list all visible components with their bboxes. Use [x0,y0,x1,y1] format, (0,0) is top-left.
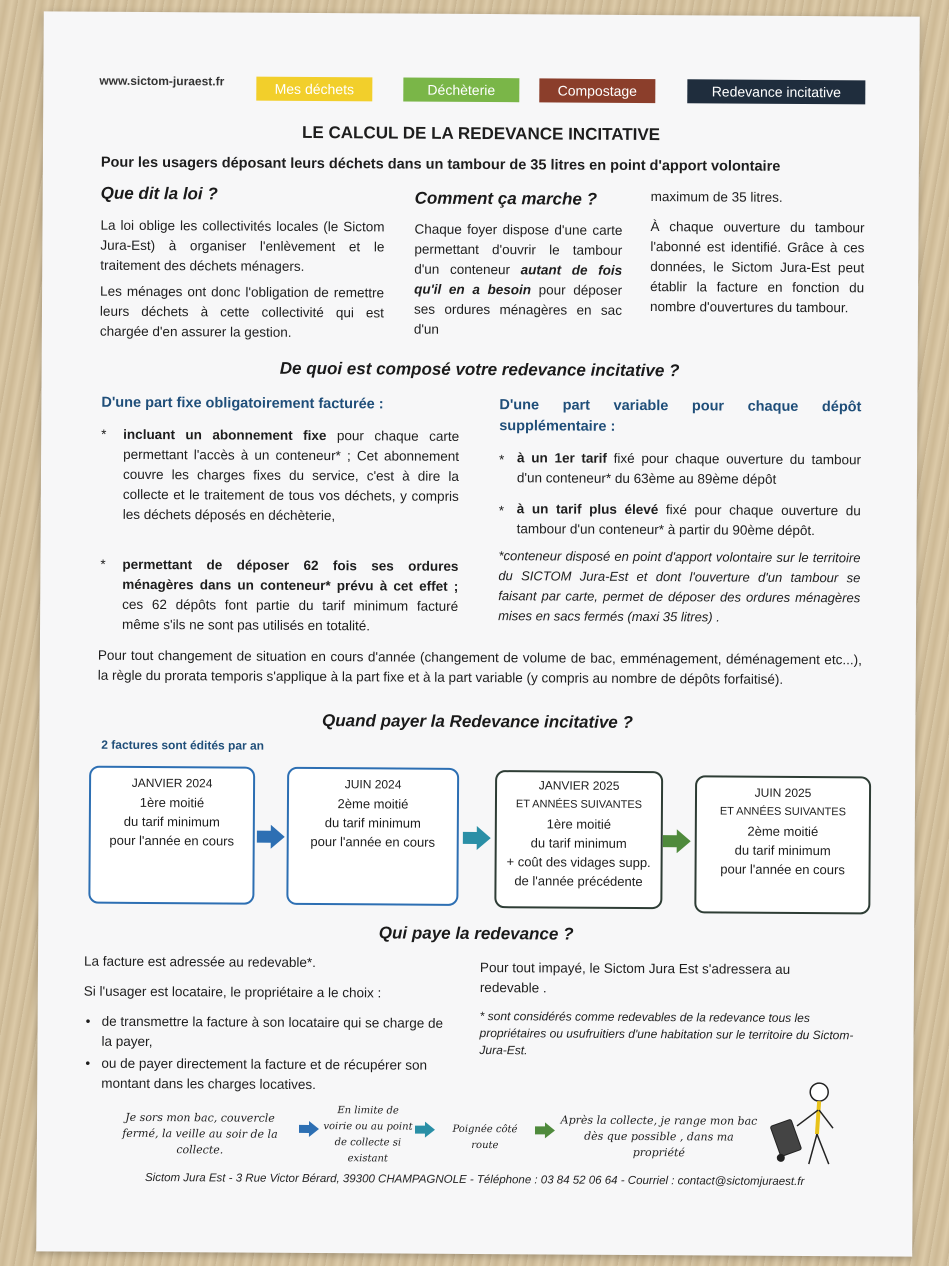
invoice-line: du tarif minimum [734,842,831,859]
marche-heading: Comment ça marche ? [414,188,598,209]
star-icon: * [100,556,106,572]
qui-impaye: Pour tout impayé, le Sictom Jura Est s'adressera au redevable . [479,960,791,996]
invoice-line: 2ème moitié [747,823,819,840]
qui-paragraph-2: Si l'usager est locataire, le propriétaire a le choix : [83,983,382,1001]
marche-paragraph-2: À chaque ouverture du tambour l'abonné est identifié. Grâce à ces données, le Sictom Jura-Est peut établir la facture en fonction du nombre d'ouvertures du tambour. [649,219,865,316]
invoice-line: du tarif minimum [123,813,220,830]
site-url[interactable]: www.sictom-juraest.fr [99,73,225,89]
invoice-line: pour l'année en cours [109,832,235,849]
tab-decheterie[interactable]: Déchèterie [403,78,519,103]
invoice-date: JUIN 2024 [344,777,402,792]
invoice-line: + coût des vidages supp. [506,854,651,871]
qui-heading: Qui paye la redevance ? [378,923,574,944]
loi-heading: Que dit la loi ? [100,183,218,204]
page-subtitle: Pour les usagers déposant leurs déchets dans un tambour de 35 litres en point d'apport volontaire [100,154,781,175]
bullet-icon: • [85,1013,91,1029]
part-fixe-item-2: permettant de déposer 62 fois ses ordures ménagères dans un conteneur* prévu à cet effet ; ces 62 dépôts font partie du tarif minimum facturé même s'ils ne sont pas utilisés en totalité. [122,556,459,634]
part-fixe-item-1: incluant un abonnement fixe pour chaque carte permettant l'accès à un conteneur* ; Cet abonnement couvre les charges fixes du service, c'est à dire la collecte et le traitement de tous vos déchets, y compris les déchets déposés en déchèterie, [122,426,460,524]
part-variable-item-1: à un 1er tarif fixé pour chaque ouverture du tambour d'un conteneur* du 63ème au 89ème dépôt [516,450,862,487]
invoice-line: pour l'année en cours [720,861,845,878]
page-title: LE CALCUL DE LA REDEVANCE INCITATIVE [302,122,661,145]
invoice-box-janvier-2025 [494,770,663,909]
step-3: Poignée côté route [452,1123,518,1152]
arrow-right-icon [535,1122,555,1138]
document-page [36,11,920,1256]
prorata-paragraph: Pour tout changement de situation en cours d'année (changement de volume de bac, emménagement, déménagement etc...), la règle du prorata temporis s'applique à la part fixe et à la part variable (y compris au nombre de dépôts forfaitisé). [97,647,862,687]
marche-paragraph-1: Chaque foyer dispose d'une carte permettant d'ouvrir le tambour d'un conteneur autant de fois qu'il en a besoin pour déposer ses ordures ménagères en sac d'un [413,221,623,337]
star-icon: * [101,426,107,442]
bullet-icon: • [85,1055,91,1071]
quand-subheading: 2 factures sont édités par an [101,737,265,753]
footer-contact: Sictom Jura Est - 3 Rue Victor Bérard, 39300 CHAMPAGNOLE - Téléphone : 03 84 52 06 64 - Courriel : contact@sictomjuraest.fr [144,1171,805,1189]
invoice-date: JANVIER 2025 [538,778,620,793]
invoice-date: JUIN 2025 [754,785,812,801]
person-with-bin-icon [767,1078,848,1170]
arrow-right-icon [299,1121,319,1137]
arrow-right-icon [663,829,691,853]
invoice-line: 2ème moitié [337,796,409,812]
conteneur-note: *conteneur disposé en point d'apport volontaire sur le territoire du SICTOM Jura-Est et dont l'ouverture d'un tambour se faisant par carte, permet de déposer des ordures ménagères mises en sacs fermés (maxi 35 litres) . [498,548,861,625]
invoice-date: JANVIER 2024 [131,775,213,791]
qui-bullet-2: ou de payer directement la facture et de récupérer son montant dans les charges locatives. [101,1055,428,1093]
tab-redevance-incitative[interactable]: Redevance incitative [687,79,865,104]
part-variable-heading: D'une part variable pour chaque dépôt supplémentaire : [499,397,862,435]
tab-mes-dechets[interactable]: Mes déchets [256,77,372,102]
invoice-line: de l'année précédente [514,873,643,890]
quand-heading: Quand payer la Redevance incitative ? [321,711,633,732]
qui-redevable-note: * sont considérés comme redevables de la redevance tous les propriétaires ou usufruitiers d'une habitation sur le territoire du Sictom-Jura-Est. [479,1009,854,1058]
invoice-line: pour l'année en cours [310,833,436,850]
part-variable-item-2: à un tarif plus élevé fixé pour chaque ouverture du tambour d'un conteneur* à partir du 90ème dépôt. [516,501,861,539]
invoice-box-juin-2025 [694,775,871,914]
loi-paragraph-2: Les ménages ont donc l'obligation de remettre leurs déchets à cette collectivité qui est chargée d'en assurer la gestion. [99,283,385,340]
qui-paragraph-1: La facture est adressée au redevable*. [83,953,316,971]
arrow-right-icon [415,1122,435,1138]
loi-paragraph-1: La loi oblige les collectivités locales (le Sictom Jura-Est) à organiser l'enlèvement et le traitement des déchets ménagers. [100,217,385,274]
qui-bullet-1: de transmettre la facture à son locataire qui se charge de la payer, [101,1013,444,1050]
star-icon: * [499,452,505,468]
invoice-box-juin-2024 [286,767,459,906]
star-icon: * [498,503,505,519]
invoice-box-janvier-2024 [88,766,255,905]
compose-heading: De quoi est composé votre redevance incitative ? [279,358,680,381]
invoice-line: 1ère moitié [546,816,612,832]
invoice-line: 1ère moitié [139,794,205,811]
step-1: Je sors mon bac, couvercle fermé, la veille au soir de la collecte. [122,1110,278,1157]
tab-compostage[interactable]: Compostage [539,78,655,103]
marche-paragraph-1-end: maximum de 35 litres. [650,189,783,205]
arrow-right-icon [257,825,285,849]
step-4: Après la collecte, je range mon bac dès que possible , dans ma propriété [560,1113,758,1160]
invoice-line: du tarif minimum [324,815,421,831]
invoice-extra: ET ANNÉES SUIVANTES [719,805,847,819]
step-2: En limite de voirie ou au point de collecte si existant [323,1105,413,1165]
arrow-right-icon [463,826,491,850]
invoice-line: du tarif minimum [530,835,627,851]
invoice-extra: ET ANNÉES SUIVANTES [515,798,643,812]
part-fixe-heading: D'une part fixe obligatoirement facturée : [101,394,384,413]
